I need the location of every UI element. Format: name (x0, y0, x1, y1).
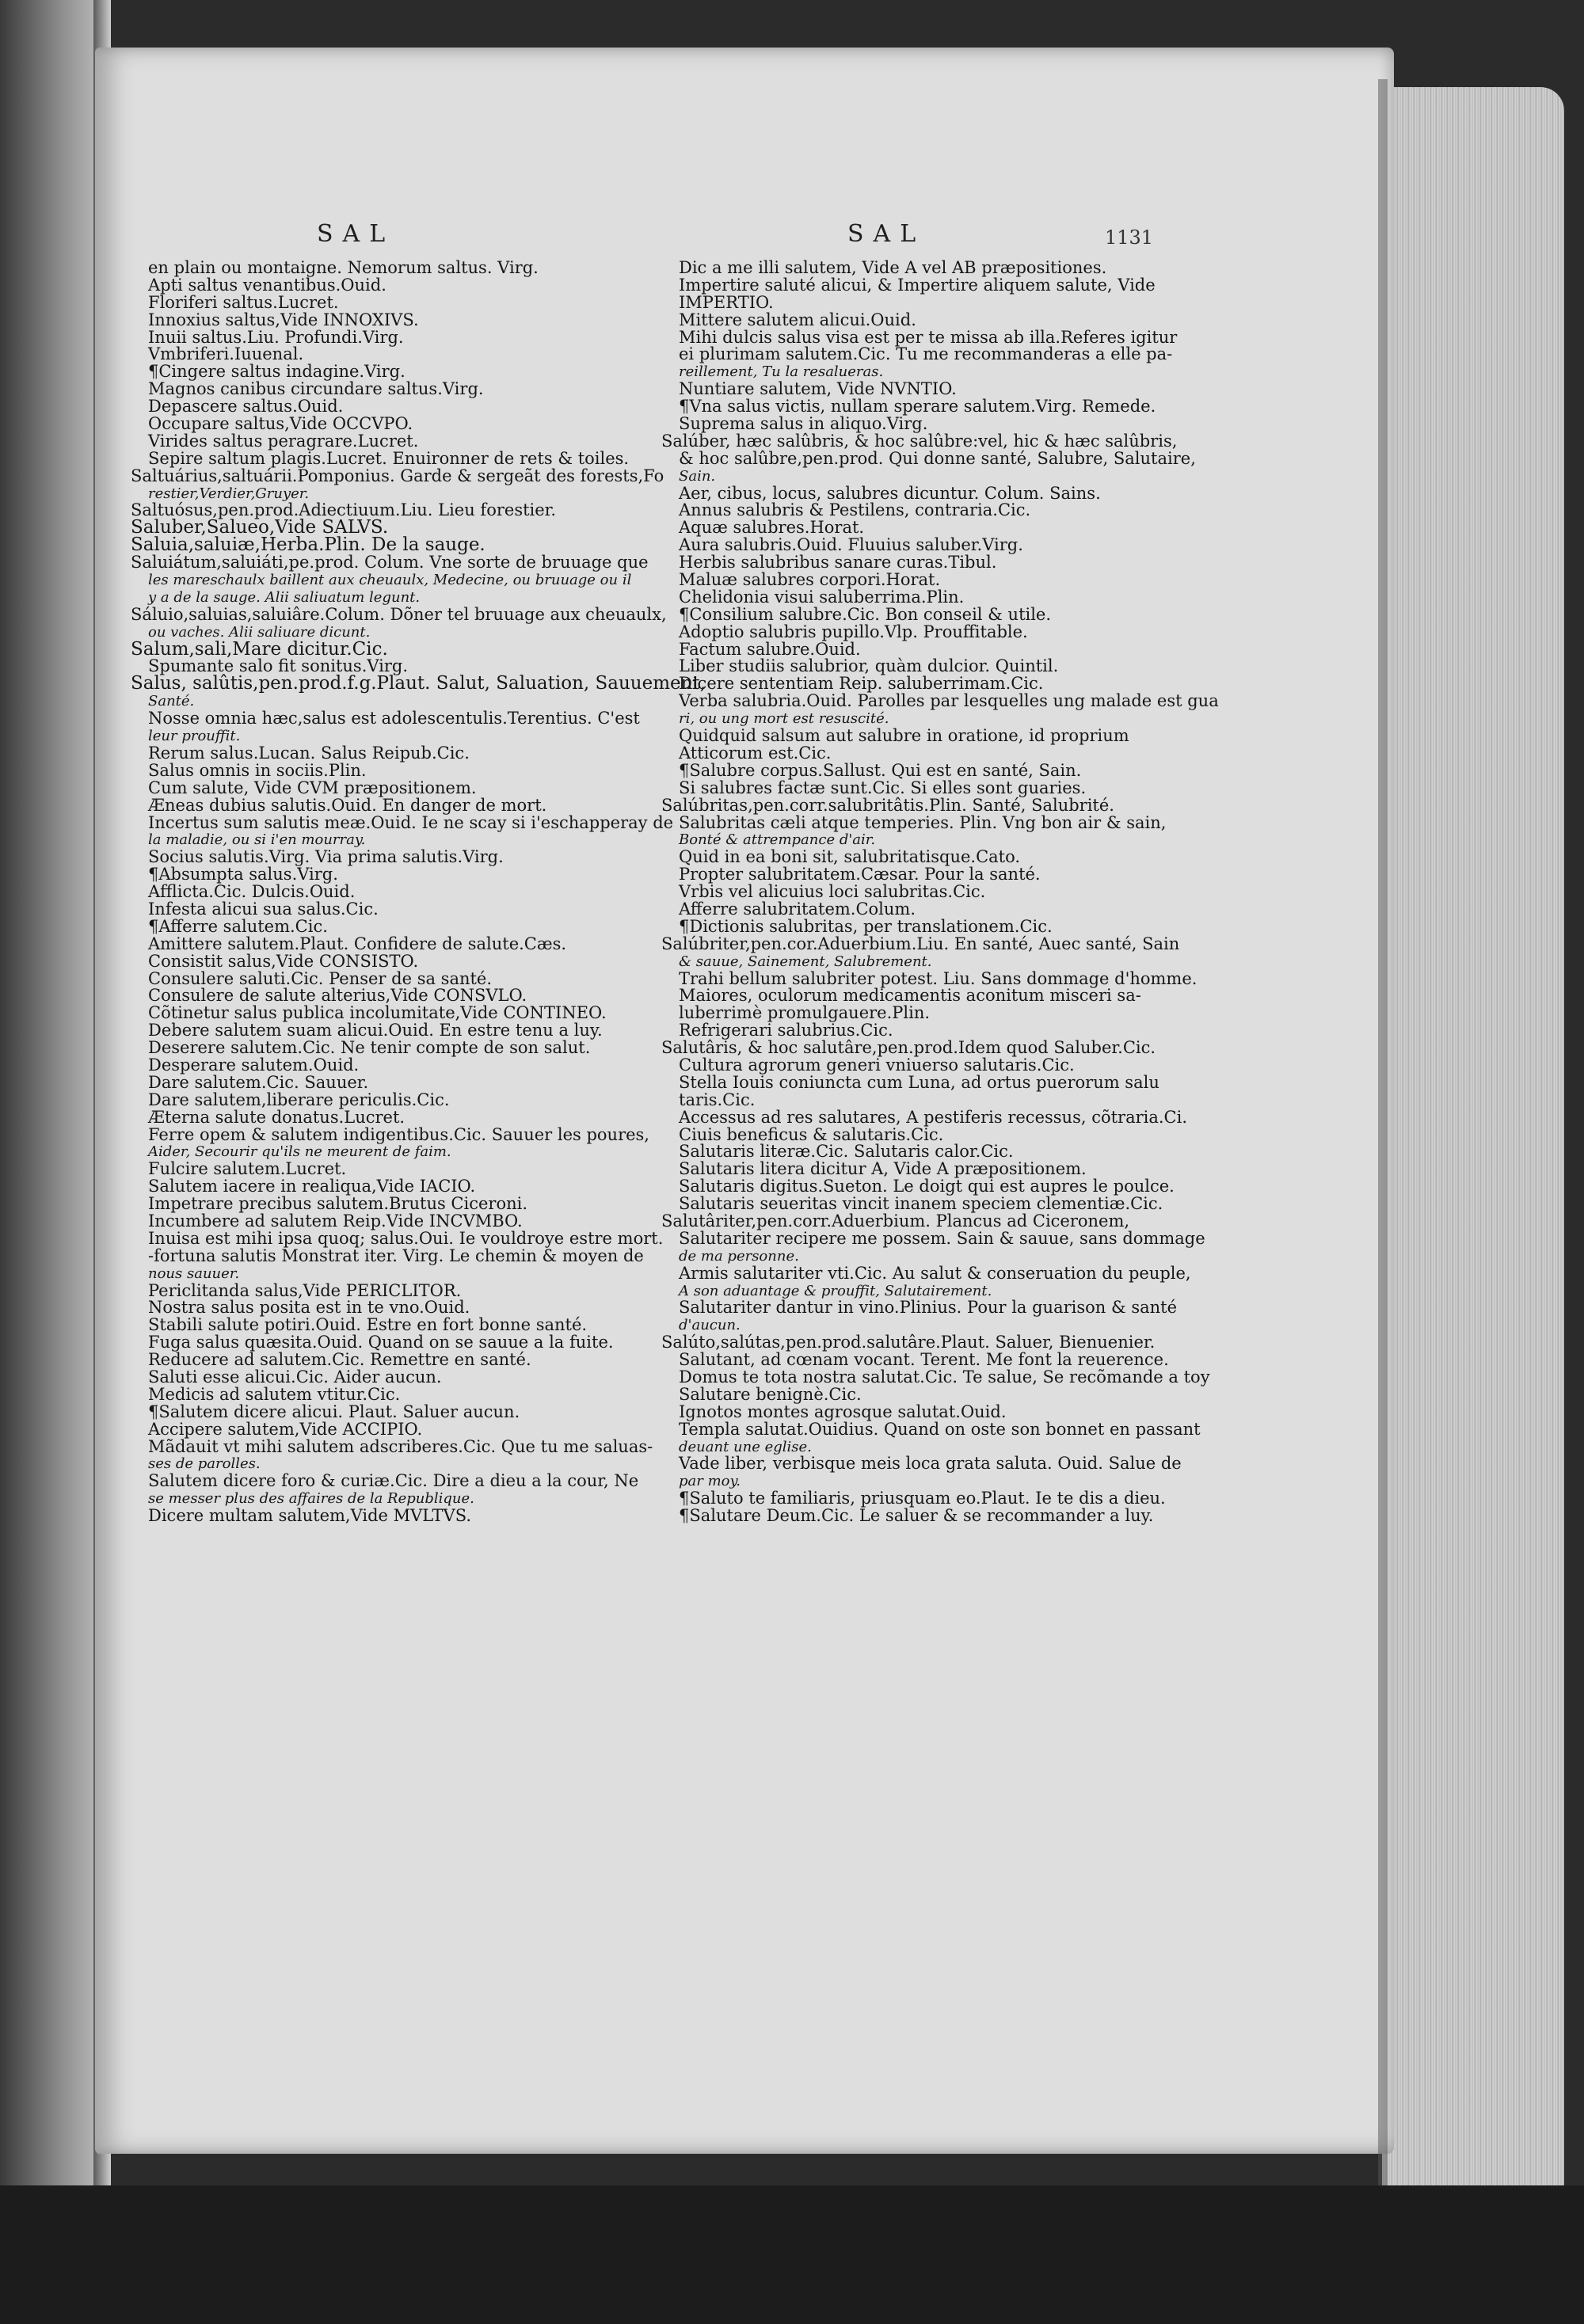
entry-line: Debere salutem suam alicui.Ouid. En estre tenu a luy. (148, 1021, 603, 1040)
right-column (661, 258, 1219, 1526)
entry-line: Salúto,salútas,pen.prod.salutâre.Plaut. Saluer, Bienuenier. (661, 1333, 1156, 1352)
entry-line: ¶Saluto te familiaris, priusquam eo.Plaut. Ie te dis a dieu. (679, 1489, 1166, 1508)
entry-line: Maluæ salubres corpori.Horat. (679, 570, 941, 590)
entry-line: Desperare salutem.Ouid. (148, 1055, 360, 1075)
entry-line: Periclitanda salus,Vide PERICLITOR. (148, 1280, 462, 1300)
entry-line: Infesta alicui sua salus.Cic. (148, 899, 379, 919)
page-block-edge (1382, 87, 1564, 2241)
entry-line: en plain ou montaigne. Nemorum saltus. Virg. (148, 258, 539, 277)
entry-line: Vmbriferi.Iuuenal. (148, 344, 304, 364)
running-head-left: SAL (317, 220, 395, 248)
entry-line: Occupare saltus,Vide OCCVPO. (148, 414, 413, 434)
entry-line: Apti saltus venantibus.Ouid. (148, 275, 386, 295)
entry-line: Quid in ea boni sit, salubritatisque.Cato. (679, 847, 1021, 867)
entry-line: Depascere saltus.Ouid. (148, 397, 344, 416)
entry-line: Impertire saluté alicui, & Impertire aliquem salute, Vide (679, 275, 1156, 295)
entry-line: restier,Verdier,Gruyer. (148, 485, 310, 502)
entry-line: Mãdauit vt mihi salutem adscriberes.Cic. Que tu me saluas- (148, 1436, 653, 1456)
entry-line: Nostra salus posita est in te vno.Ouid. (148, 1298, 470, 1318)
entry-line: Saluiátum,saluiáti,pe.prod. Colum. Vne sorte de bruuage que (131, 553, 649, 572)
entry-line: Vade liber, verbisque meis loca grata saluta. Ouid. Salue de (679, 1454, 1182, 1474)
entry-line: A son aduantage & prouffit, Salutairement. (679, 1282, 992, 1299)
entry-line: Salutariter recipere me possem. Sain & sauue, sans dommage (679, 1228, 1205, 1248)
entry-line: Salutaris literæ.Cic. Salutaris calor.Cic. (679, 1142, 1014, 1162)
entry-line: Bonté & attrempance d'air. (679, 831, 876, 849)
entry-line: Salutem iacere in realiqua,Vide IACIO. (148, 1177, 476, 1196)
entry-line: ¶Salutare Deum.Cic. Le saluer & se recommander a luy. (679, 1506, 1154, 1526)
entry-line: ¶Vna salus victis, nullam sperare salutem.Virg. Remede. (679, 397, 1156, 416)
entry-line: deuant une eglise. (679, 1438, 812, 1455)
page-number: 1131 (1105, 226, 1154, 249)
entry-line: les mareschaulx baillent aux cheuaulx, Medecine, ou bruuage ou il (148, 572, 632, 589)
entry-line: Aquæ salubres.Horat. (679, 518, 865, 538)
entry-line: Consulere de salute alterius,Vide CONSVLO. (148, 986, 527, 1006)
entry-line: Innoxius saltus,Vide INNOXIVS. (148, 310, 419, 329)
entry-line: Incumbere ad salutem Reip.Vide INCVMBO. (148, 1211, 523, 1230)
entry-line: Salum,sali,Mare dicitur.Cic. (131, 638, 388, 660)
entry-line: Saluti esse alicui.Cic. Aider aucun. (148, 1367, 442, 1386)
entry-line: Cum salute, Vide CVM præpositionem. (148, 778, 477, 797)
entry-line: Salutâris, & hoc salutâre,pen.prod.Idem quod Saluber.Cic. (661, 1038, 1156, 1058)
bottom-shadow (0, 2185, 1584, 2324)
entry-line: Quidquid salsum aut salubre in oratione, id proprium (679, 726, 1129, 746)
entry-line: y a de la sauge. Alii saliuatum legunt. (148, 588, 421, 606)
entry-line: Salutâriter,pen.corr.Aduerbium. Plancus ad Ciceronem, (661, 1211, 1130, 1230)
entry-line: Salutant, ad cœnam vocant. Terent. Me font la reuerence. (679, 1350, 1169, 1370)
entry-line: Aer, cibus, locus, salubres dicuntur. Colum. Sains. (679, 483, 1101, 503)
entry-line: Aura salubris.Ouid. Fluuius saluber.Virg. (679, 535, 1023, 555)
entry-line: reillement, Tu la resalueras. (679, 363, 884, 381)
entry-line: de ma personne. (679, 1247, 799, 1265)
entry-line: Saltuárius,saltuárii.Pomponius. Garde & sergeãt des forests,Fo (131, 466, 664, 485)
entry-line: Sain. (679, 467, 716, 485)
entry-line: Floriferi saltus.Lucret. (148, 292, 339, 312)
entry-line: Dic a me illi salutem, Vide A vel AB præpositiones. (679, 258, 1107, 277)
entry-line: Afferre salubritatem.Colum. (679, 899, 916, 919)
entry-line: Suprema salus in aliquo.Virg. (679, 414, 928, 434)
entry-line: se messer plus des affaires de la Republique. (148, 1490, 474, 1508)
entry-line: Cultura agrorum generi vniuerso salutaris.Cic. (679, 1055, 1075, 1075)
entry-line: nous sauuer. (148, 1265, 240, 1282)
entry-line: Dicere sententiam Reip. saluberrimam.Cic. (679, 674, 1044, 694)
entry-line: ¶Absumpta salus.Virg. (148, 865, 338, 884)
entry-line: Salutariter dantur in vino.Plinius. Pour la guarison & santé (679, 1298, 1178, 1318)
entry-line: Sáluio,saluias,saluiâre.Colum. Dõner tel bruuage aux cheuaulx, (131, 604, 667, 624)
entry-line: Salutem dicere foro & curiæ.Cic. Dire a dieu a la cour, Ne (148, 1471, 639, 1491)
entry-line: Factum salubre.Ouid. (679, 639, 861, 659)
entry-line: Impetrare precibus salutem.Brutus Ciceroni. (148, 1194, 528, 1214)
entry-line: par moy. (679, 1473, 741, 1490)
entry-line: Saltuósus,pen.prod.Adiectiuum.Liu. Lieu forestier. (131, 500, 557, 520)
entry-line: Amittere salutem.Plaut. Confidere de salute.Cæs. (148, 934, 567, 953)
entry-line: Annus salubris & Pestilens, contraria.Cic. (679, 500, 1031, 520)
entry-line: Consulere saluti.Cic. Penser de sa santé. (148, 968, 493, 988)
entry-line: Verba salubria.Ouid. Parolles par lesquelles ung malade est gua (679, 691, 1219, 711)
entry-line: ou vaches. Alii saliuare dicunt. (148, 623, 371, 641)
entry-line: Magnos canibus circundare saltus.Virg. (148, 379, 484, 399)
entry-line: ei plurimam salutem.Cic. Tu me recommanderas a elle pa- (679, 344, 1173, 364)
entry-line: Salutaris seueritas vincit inanem speciem clementiæ.Cic. (679, 1194, 1163, 1214)
entry-line: Salubritas cæli atque temperies. Plin. Vng bon air & sain, (679, 812, 1167, 832)
entry-line: Inuii saltus.Liu. Profundi.Virg. (148, 327, 404, 347)
entry-line: Chelidonia visui saluberrima.Plin. (679, 587, 965, 607)
entry-line: Salutaris litera dicitur A, Vide A præpositionem. (679, 1159, 1087, 1179)
entry-line: ses de parolles. (148, 1455, 261, 1473)
entry-line: d'aucun. (679, 1317, 741, 1334)
facing-page-edge (0, 0, 103, 2324)
entry-line: ¶Dictionis salubritas, per translationem.Cic. (679, 916, 1053, 936)
entry-line: ¶Afferre salutem.Cic. (148, 916, 328, 936)
entry-line: ¶Salutem dicere alicui. Plaut. Saluer aucun. (148, 1402, 520, 1421)
entry-line: taris.Cic. (679, 1090, 756, 1109)
entry-line: ¶Cingere saltus indagine.Virg. (148, 362, 406, 382)
entry-line: Salutare benignè.Cic. (679, 1384, 862, 1404)
entry-line: Armis salutariter vti.Cic. Au salut & conseruation du peuple, (679, 1263, 1191, 1283)
entry-line: luberrimè promulgauere.Plin. (679, 1003, 931, 1023)
entry-line: Mihi dulcis salus visa est per te missa ab illa.Referes igitur (679, 327, 1178, 347)
entry-line: Herbis salubribus sanare curas.Tibul. (679, 553, 997, 572)
entry-line: la maladie, ou si i'en mourray. (148, 831, 366, 849)
entry-line: Saluia,saluiæ,Herba.Plin. De la sauge. (131, 534, 485, 556)
entry-line: Maiores, oculorum medicamentis aconitum misceri sa- (679, 986, 1141, 1006)
entry-line: Salúbritas,pen.corr.salubritâtis.Plin. Santé, Salubrité. (661, 795, 1114, 815)
entry-line: & sauue, Sainement, Salubrement. (679, 953, 932, 970)
entry-line: Incertus sum salutis meæ.Ouid. Ie ne scay si i'eschapperay de (148, 812, 674, 832)
entry-line: Salus omnis in sociis.Plin. (148, 760, 367, 780)
entry-line: Santé. (148, 693, 195, 710)
running-head-right: SAL (847, 220, 926, 248)
entry-line: Trahi bellum salubriter potest. Liu. Sans dommage d'homme. (679, 968, 1198, 988)
entry-line: Stella Iouis coniuncta cum Luna, ad ortus puerorum salu (679, 1072, 1159, 1092)
entry-line: Dicere multam salutem,Vide MVLTVS. (148, 1506, 472, 1526)
entry-line: & hoc salûbre,pen.prod. Qui donne santé, Salubre, Salutaire, (679, 448, 1196, 468)
entry-line: Cõtinetur salus publica incolumitate,Vide CONTINEO. (148, 1003, 607, 1023)
page-edge-shadow (1378, 79, 1388, 2217)
entry-line: Consistit salus,Vide CONSISTO. (148, 951, 419, 971)
entry-line: Ignotos montes agrosque salutat.Ouid. (679, 1402, 1007, 1421)
entry-line: Domus te tota nostra salutat.Cic. Te salue, Se recõmande a toy (679, 1367, 1210, 1386)
entry-line: Socius salutis.Virg. Via prima salutis.Virg. (148, 847, 504, 867)
entry-line: Dare salutem.Cic. Sauuer. (148, 1072, 369, 1092)
entry-line: ¶Consilium salubre.Cic. Bon conseil & utile. (679, 604, 1052, 624)
entry-line: Fuga salus quæsita.Ouid. Quand on se sauue a la fuite. (148, 1333, 614, 1352)
entry-line: Stabili salute potiri.Ouid. Estre en fort bonne santé. (148, 1315, 588, 1335)
entry-line: Salus, salûtis,pen.prod.f.g.Plaut. Salut, Saluation, Sauuement, (131, 673, 706, 694)
entry-line: Salúbriter,pen.cor.Aduerbium.Liu. En santé, Auec santé, Sain (661, 934, 1180, 953)
entry-line: Afflicta.Cic. Dulcis.Ouid. (148, 882, 356, 902)
entry-line: Refrigerari salubrius.Cic. (679, 1021, 893, 1040)
entry-line: Propter salubritatem.Cæsar. Pour la santé. (679, 865, 1041, 884)
entry-line: Vrbis vel alicuius loci salubritas.Cic. (679, 882, 986, 902)
entry-line: Ferre opem & salutem indigentibus.Cic. Sauuer les poures, (148, 1124, 649, 1144)
entry-line: Aider, Secourir qu'ils ne meurent de faim. (148, 1143, 451, 1161)
entry-line: ri, ou ung mort est resuscité. (679, 710, 889, 728)
entry-line: Accessus ad res salutares, A pestiferis recessus, cõtraria.Ci. (679, 1107, 1188, 1127)
entry-line: Nuntiare salutem, Vide NVNTIO. (679, 379, 957, 399)
entry-line: IMPERTIO. (679, 292, 774, 312)
entry-line: Deserere salutem.Cic. Ne tenir compte de son salut. (148, 1038, 591, 1058)
entry-line: Accipere salutem,Vide ACCIPIO. (148, 1419, 423, 1439)
entry-line: ¶Salubre corpus.Sallust. Qui est en santé, Sain. (679, 760, 1082, 780)
entry-line: Dare salutem,liberare periculis.Cic. (148, 1090, 450, 1109)
entry-line: Templa salutat.Ouidius. Quand on oste son bonnet en passant (679, 1419, 1201, 1439)
entry-line: Liber studiis salubrior, quàm dulcior. Quintil. (679, 656, 1059, 676)
entry-line: Atticorum est.Cic. (679, 743, 832, 763)
entry-line: Æneas dubius salutis.Ouid. En danger de mort. (148, 795, 547, 815)
entry-line: Æterna salute donatus.Lucret. (148, 1107, 406, 1127)
entry-line: Si salubres factæ sunt.Cic. Si elles sont guaries. (679, 778, 1087, 797)
entry-line: Reducere ad salutem.Cic. Remettre en santé. (148, 1350, 531, 1370)
entry-line: leur prouffit. (148, 728, 241, 745)
entry-line: Nosse omnia hæc,salus est adolescentulis.Terentius. C'est (148, 709, 640, 728)
entry-line: Sepire saltum plagis.Lucret. Enuironner de rets & toiles. (148, 448, 630, 468)
entry-line: Virides saltus peragrare.Lucret. (148, 431, 419, 451)
entry-line: Ciuis beneficus & salutaris.Cic. (679, 1124, 944, 1144)
entry-line: Medicis ad salutem vtitur.Cic. (148, 1384, 401, 1404)
entry-line: -fortuna salutis Monstrat iter. Virg. Le chemin & moyen de (148, 1246, 644, 1265)
entry-line: Salutaris digitus.Sueton. Le doigt qui est aupres le poulce. (679, 1177, 1175, 1196)
entry-line: Fulcire salutem.Lucret. (148, 1159, 347, 1179)
entry-line: Spumante salo fit sonitus.Virg. (148, 656, 409, 676)
entry-line: Rerum salus.Lucan. Salus Reipub.Cic. (148, 743, 470, 763)
entry-line: Mittere salutem alicui.Ouid. (679, 310, 916, 329)
entry-line: Adoptio salubris pupillo.Vlp. Prouffitable. (679, 622, 1028, 641)
entry-line: Saluber,Salueo,Vide SALVS. (131, 517, 389, 538)
entry-line: Salúber, hæc salûbris, & hoc salûbre:vel, hic & hæc salûbris, (661, 431, 1178, 451)
entry-line: Inuisa est mihi ipsa quoq; salus.Oui. Ie vouldroye estre mort. (148, 1228, 664, 1248)
